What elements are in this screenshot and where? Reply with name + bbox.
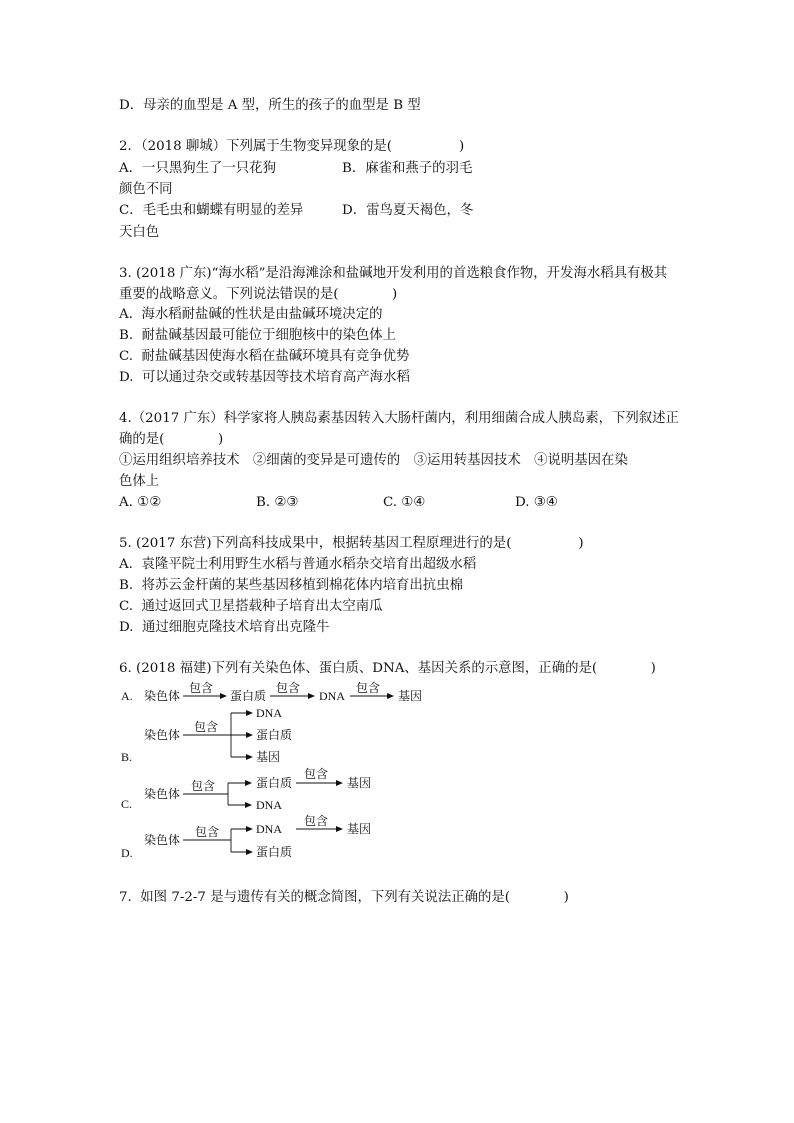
q5-option-c: C. 通过返回式卫星搭载种子培育出太空南瓜 [119, 599, 383, 614]
q6-d-chromosome: 染色体 [144, 833, 181, 847]
q6-stem: 6. (2018 福建)下列有关染色体、蛋白质、DNA、基因关系的示意图，正确的是( ) [119, 661, 656, 676]
q6-d-label: D. [121, 846, 133, 860]
q6-b-protein: 蛋白质 [256, 728, 293, 742]
q3-stem-line2: 重要的战略意义。下列说法错误的是( ) [119, 287, 398, 302]
q6-a-gene: 基因 [398, 689, 423, 703]
q2-option-a: A．一只黑狗生了一只花狗 [119, 161, 276, 176]
q3-stem-line1: 3. (2018 广东)“海水稻”是沿海滩涂和盐碱地开发利用的首选粮食作物，开发海水稻具有极其 [119, 266, 668, 281]
q6-d-protein: 蛋白质 [256, 845, 293, 859]
q6-a-protein: 蛋白质 [230, 689, 267, 703]
q6-a-contain-1: 包含 [189, 681, 214, 695]
q1-option-d: D．母亲的血型是 A 型，所生的孩子的血型是 B 型 [119, 98, 421, 113]
q5-option-d: D. 通过细胞克隆技术培育出克隆牛 [119, 620, 330, 635]
q2-option-b: B．麻雀和燕子的羽毛 [342, 161, 473, 176]
q6-c-gene: 基因 [347, 776, 372, 790]
q6-b-gene: 基因 [256, 750, 281, 764]
q7-stem: 7. 如图 7-2-7 是与遗传有关的概念简图，下列有关说法正确的是( ) [119, 890, 569, 905]
q4-option-b: B. ②③ [256, 495, 299, 510]
q6-b-chromosome: 染色体 [144, 728, 181, 742]
q3-option-a: A. 海水稻耐盐碱的性状是由盐碱环境决定的 [119, 307, 383, 322]
q2-option-d: D．雷鸟夏天褐色，冬 [342, 203, 474, 218]
q3-option-d: D. 可以通过杂交或转基因等技术培育高产海水稻 [119, 370, 410, 385]
q6-diagram-a [121, 681, 422, 703]
q6-diagram-c [121, 767, 371, 812]
q4-option-d: D. ③④ [515, 495, 558, 510]
q6-diagram-b [121, 706, 292, 764]
q4-stem-line1: 4.（2017 广东）科学家将人胰岛素基因转入大肠杆菌内，利用细菌合成人胰岛素，下列叙述正 [119, 411, 679, 426]
q2-option-c: C．毛毛虫和蝴蝶有明显的差异 [119, 203, 304, 218]
q6-b-label: B. [121, 750, 133, 764]
q4-stem-line2: 确的是( ) [119, 432, 224, 447]
q4-option-a: A. ①② [119, 495, 162, 510]
q3-option-c: C. 耐盐碱基因使海水稻在盐碱环境具有竞争优势 [119, 349, 410, 364]
q6-c-protein: 蛋白质 [256, 776, 293, 790]
q6-a-dna: DNA [319, 689, 345, 703]
q2-option-d-cont: 天白色 [119, 225, 160, 240]
q5-stem: 5. (2017 东营)下列高科技成果中，根据转基因工程原理进行的是( ) [119, 536, 584, 551]
q6-c-chromosome: 染色体 [144, 787, 181, 801]
q6-c-dna: DNA [256, 798, 282, 812]
q4-statements-cont: 色体上 [119, 474, 160, 489]
q6-diagram-d [121, 814, 371, 860]
q6-c-label: C. [121, 797, 133, 811]
q6-a-contain-2: 包含 [276, 681, 301, 695]
q6-d-gene: 基因 [347, 822, 372, 836]
q5-option-b: B. 将苏云金杆菌的某些基因移植到棉花体内培育出抗虫棉 [119, 578, 463, 593]
q4-statements: ①运用组织培养技术 ②细菌的变异是可遗传的 ③运用转基因技术 ④说明基因在染 [119, 453, 628, 468]
q6-a-label: A. [121, 689, 133, 703]
q2-option-b-cont: 颜色不同 [119, 182, 173, 197]
q6-a-chromosome: 染色体 [144, 689, 181, 703]
q6-a-contain-3: 包含 [356, 681, 381, 695]
q5-option-a: A. 袁隆平院士利用野生水稻与普通水稻杂交培育出超级水稻 [119, 557, 477, 572]
q2-stem: 2．（2018 聊城）下列属于生物变异现象的是( ) [119, 139, 465, 154]
q4-option-c: C. ①④ [383, 495, 426, 510]
q6-c-contain-2: 包含 [304, 767, 329, 781]
q6-d-dna: DNA [256, 822, 282, 836]
q3-option-b: B. 耐盐碱基因最可能位于细胞核中的染色体上 [119, 328, 397, 343]
q6-b-contain: 包含 [194, 720, 219, 734]
q6-c-contain: 包含 [191, 779, 216, 793]
q6-b-dna: DNA [256, 706, 282, 720]
q6-d-contain-2: 包含 [304, 814, 329, 828]
q6-d-contain: 包含 [195, 825, 220, 839]
